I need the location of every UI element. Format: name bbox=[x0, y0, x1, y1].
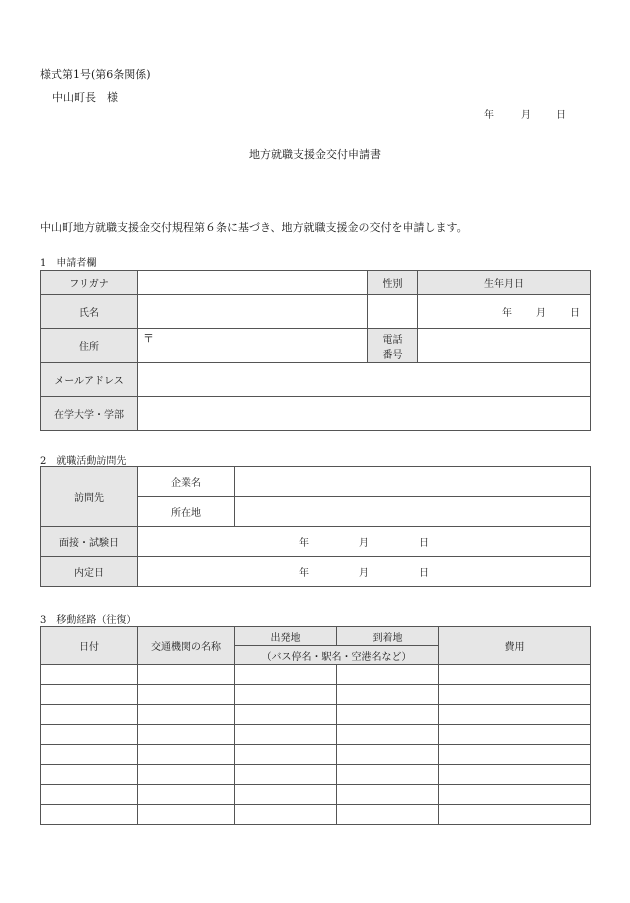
addressee: 中山町長 様 bbox=[52, 91, 118, 104]
arrival-col-header: 到着地 bbox=[337, 627, 439, 646]
route-arrival-cell[interactable] bbox=[337, 665, 439, 685]
route-arrival-cell[interactable] bbox=[337, 765, 439, 785]
phone-label bbox=[368, 329, 418, 363]
route-departure-cell[interactable] bbox=[235, 705, 337, 725]
route-cost-cell[interactable] bbox=[439, 785, 591, 805]
phone-field[interactable] bbox=[418, 329, 591, 363]
route-rows bbox=[41, 665, 591, 825]
section3-heading: 3 移動経路（往復） bbox=[40, 615, 137, 626]
route-date-cell[interactable] bbox=[41, 745, 138, 765]
address-label: 住所 bbox=[41, 329, 138, 363]
route-row bbox=[41, 805, 591, 825]
route-arrival-cell[interactable] bbox=[337, 805, 439, 825]
route-date-cell[interactable] bbox=[41, 705, 138, 725]
document-title: 地方就職支援金交付申請書 bbox=[249, 148, 381, 161]
departure-col-header: 出発地 bbox=[235, 627, 337, 646]
phone-label-line1: 電話 bbox=[382, 334, 403, 346]
visit-table bbox=[40, 466, 591, 587]
birth-year-label: 年 bbox=[502, 308, 512, 319]
route-departure-cell[interactable] bbox=[235, 665, 337, 685]
intro-text: 中山町地方就職支援金交付規程第６条に基づき、地方就職支援金の交付を申請します。 bbox=[40, 221, 468, 234]
company-name-label: 企業名 bbox=[138, 467, 235, 497]
route-date-cell[interactable] bbox=[41, 785, 138, 805]
company-name-field[interactable] bbox=[235, 467, 591, 497]
offer-year-label: 年 bbox=[299, 568, 309, 579]
birth-day-label: 日 bbox=[570, 308, 580, 319]
name-field[interactable] bbox=[138, 295, 368, 329]
offer-date-field[interactable] bbox=[138, 557, 591, 587]
route-row bbox=[41, 785, 591, 805]
section1-heading: 1 申請者欄 bbox=[40, 258, 97, 269]
route-cost-cell[interactable] bbox=[439, 665, 591, 685]
route-cost-cell[interactable] bbox=[439, 805, 591, 825]
name-label: 氏名 bbox=[41, 295, 138, 329]
route-transport-cell[interactable] bbox=[138, 765, 235, 785]
route-date-cell[interactable] bbox=[41, 725, 138, 745]
route-arrival-cell[interactable] bbox=[337, 685, 439, 705]
transport-col-header: 交通機関の名称 bbox=[138, 627, 235, 665]
route-cost-cell[interactable] bbox=[439, 745, 591, 765]
date-year-label: 年 bbox=[484, 110, 494, 121]
route-date-cell[interactable] bbox=[41, 805, 138, 825]
route-cost-cell[interactable] bbox=[439, 725, 591, 745]
birthdate-field[interactable] bbox=[418, 295, 591, 329]
furigana-field[interactable] bbox=[138, 271, 368, 295]
route-departure-cell[interactable] bbox=[235, 685, 337, 705]
form-number: 様式第1号(第6条関係) bbox=[40, 68, 151, 81]
interview-year-label: 年 bbox=[299, 538, 309, 549]
route-departure-cell[interactable] bbox=[235, 725, 337, 745]
furigana-label: フリガナ bbox=[41, 271, 138, 295]
cost-col-header: 費用 bbox=[439, 627, 591, 665]
route-row bbox=[41, 765, 591, 785]
route-departure-cell[interactable] bbox=[235, 745, 337, 765]
university-label: 在学大学・学部 bbox=[41, 397, 138, 431]
email-field[interactable] bbox=[138, 363, 591, 397]
route-date-cell[interactable] bbox=[41, 685, 138, 705]
route-departure-cell[interactable] bbox=[235, 805, 337, 825]
route-arrival-cell[interactable] bbox=[337, 725, 439, 745]
location-field[interactable] bbox=[235, 497, 591, 527]
route-row bbox=[41, 745, 591, 765]
interview-date-label: 面接・試験日 bbox=[41, 527, 138, 557]
phone-label-line2: 番号 bbox=[382, 349, 403, 361]
route-arrival-cell[interactable] bbox=[337, 705, 439, 725]
route-departure-cell[interactable] bbox=[235, 765, 337, 785]
route-cost-cell[interactable] bbox=[439, 685, 591, 705]
university-field[interactable] bbox=[138, 397, 591, 431]
offer-month-label: 月 bbox=[359, 568, 369, 579]
route-row bbox=[41, 685, 591, 705]
route-arrival-cell[interactable] bbox=[337, 745, 439, 765]
route-row bbox=[41, 725, 591, 745]
address-field[interactable] bbox=[138, 329, 368, 363]
applicant-table bbox=[40, 270, 591, 431]
email-label: メールアドレス bbox=[41, 363, 138, 397]
birthdate-label: 生年月日 bbox=[418, 271, 591, 295]
offer-day-label: 日 bbox=[419, 568, 429, 579]
route-transport-cell[interactable] bbox=[138, 785, 235, 805]
route-transport-cell[interactable] bbox=[138, 745, 235, 765]
gender-label: 性別 bbox=[368, 271, 418, 295]
interview-day-label: 日 bbox=[419, 538, 429, 549]
date-day-label: 日 bbox=[556, 110, 566, 121]
route-transport-cell[interactable] bbox=[138, 665, 235, 685]
location-label: 所在地 bbox=[138, 497, 235, 527]
route-row bbox=[41, 665, 591, 685]
place-note: （バス停名・駅名・空港名など） bbox=[235, 646, 439, 665]
date-col-header: 日付 bbox=[41, 627, 138, 665]
route-transport-cell[interactable] bbox=[138, 805, 235, 825]
postal-mark: 〒 bbox=[143, 332, 154, 345]
route-row bbox=[41, 705, 591, 725]
route-date-cell[interactable] bbox=[41, 765, 138, 785]
birth-month-label: 月 bbox=[536, 308, 546, 319]
route-cost-cell[interactable] bbox=[439, 705, 591, 725]
gender-field[interactable] bbox=[368, 295, 418, 329]
visit-destination-label: 訪問先 bbox=[41, 467, 138, 527]
route-arrival-cell[interactable] bbox=[337, 785, 439, 805]
route-table bbox=[40, 626, 591, 825]
route-transport-cell[interactable] bbox=[138, 685, 235, 705]
route-departure-cell[interactable] bbox=[235, 785, 337, 805]
offer-date-label: 内定日 bbox=[41, 557, 138, 587]
interview-month-label: 月 bbox=[359, 538, 369, 549]
route-cost-cell[interactable] bbox=[439, 765, 591, 785]
section2-heading: 2 就職活動訪問先 bbox=[40, 456, 127, 467]
route-transport-cell[interactable] bbox=[138, 705, 235, 725]
route-transport-cell[interactable] bbox=[138, 725, 235, 745]
date-month-label: 月 bbox=[521, 110, 531, 121]
route-date-cell[interactable] bbox=[41, 665, 138, 685]
interview-date-field[interactable] bbox=[138, 527, 591, 557]
